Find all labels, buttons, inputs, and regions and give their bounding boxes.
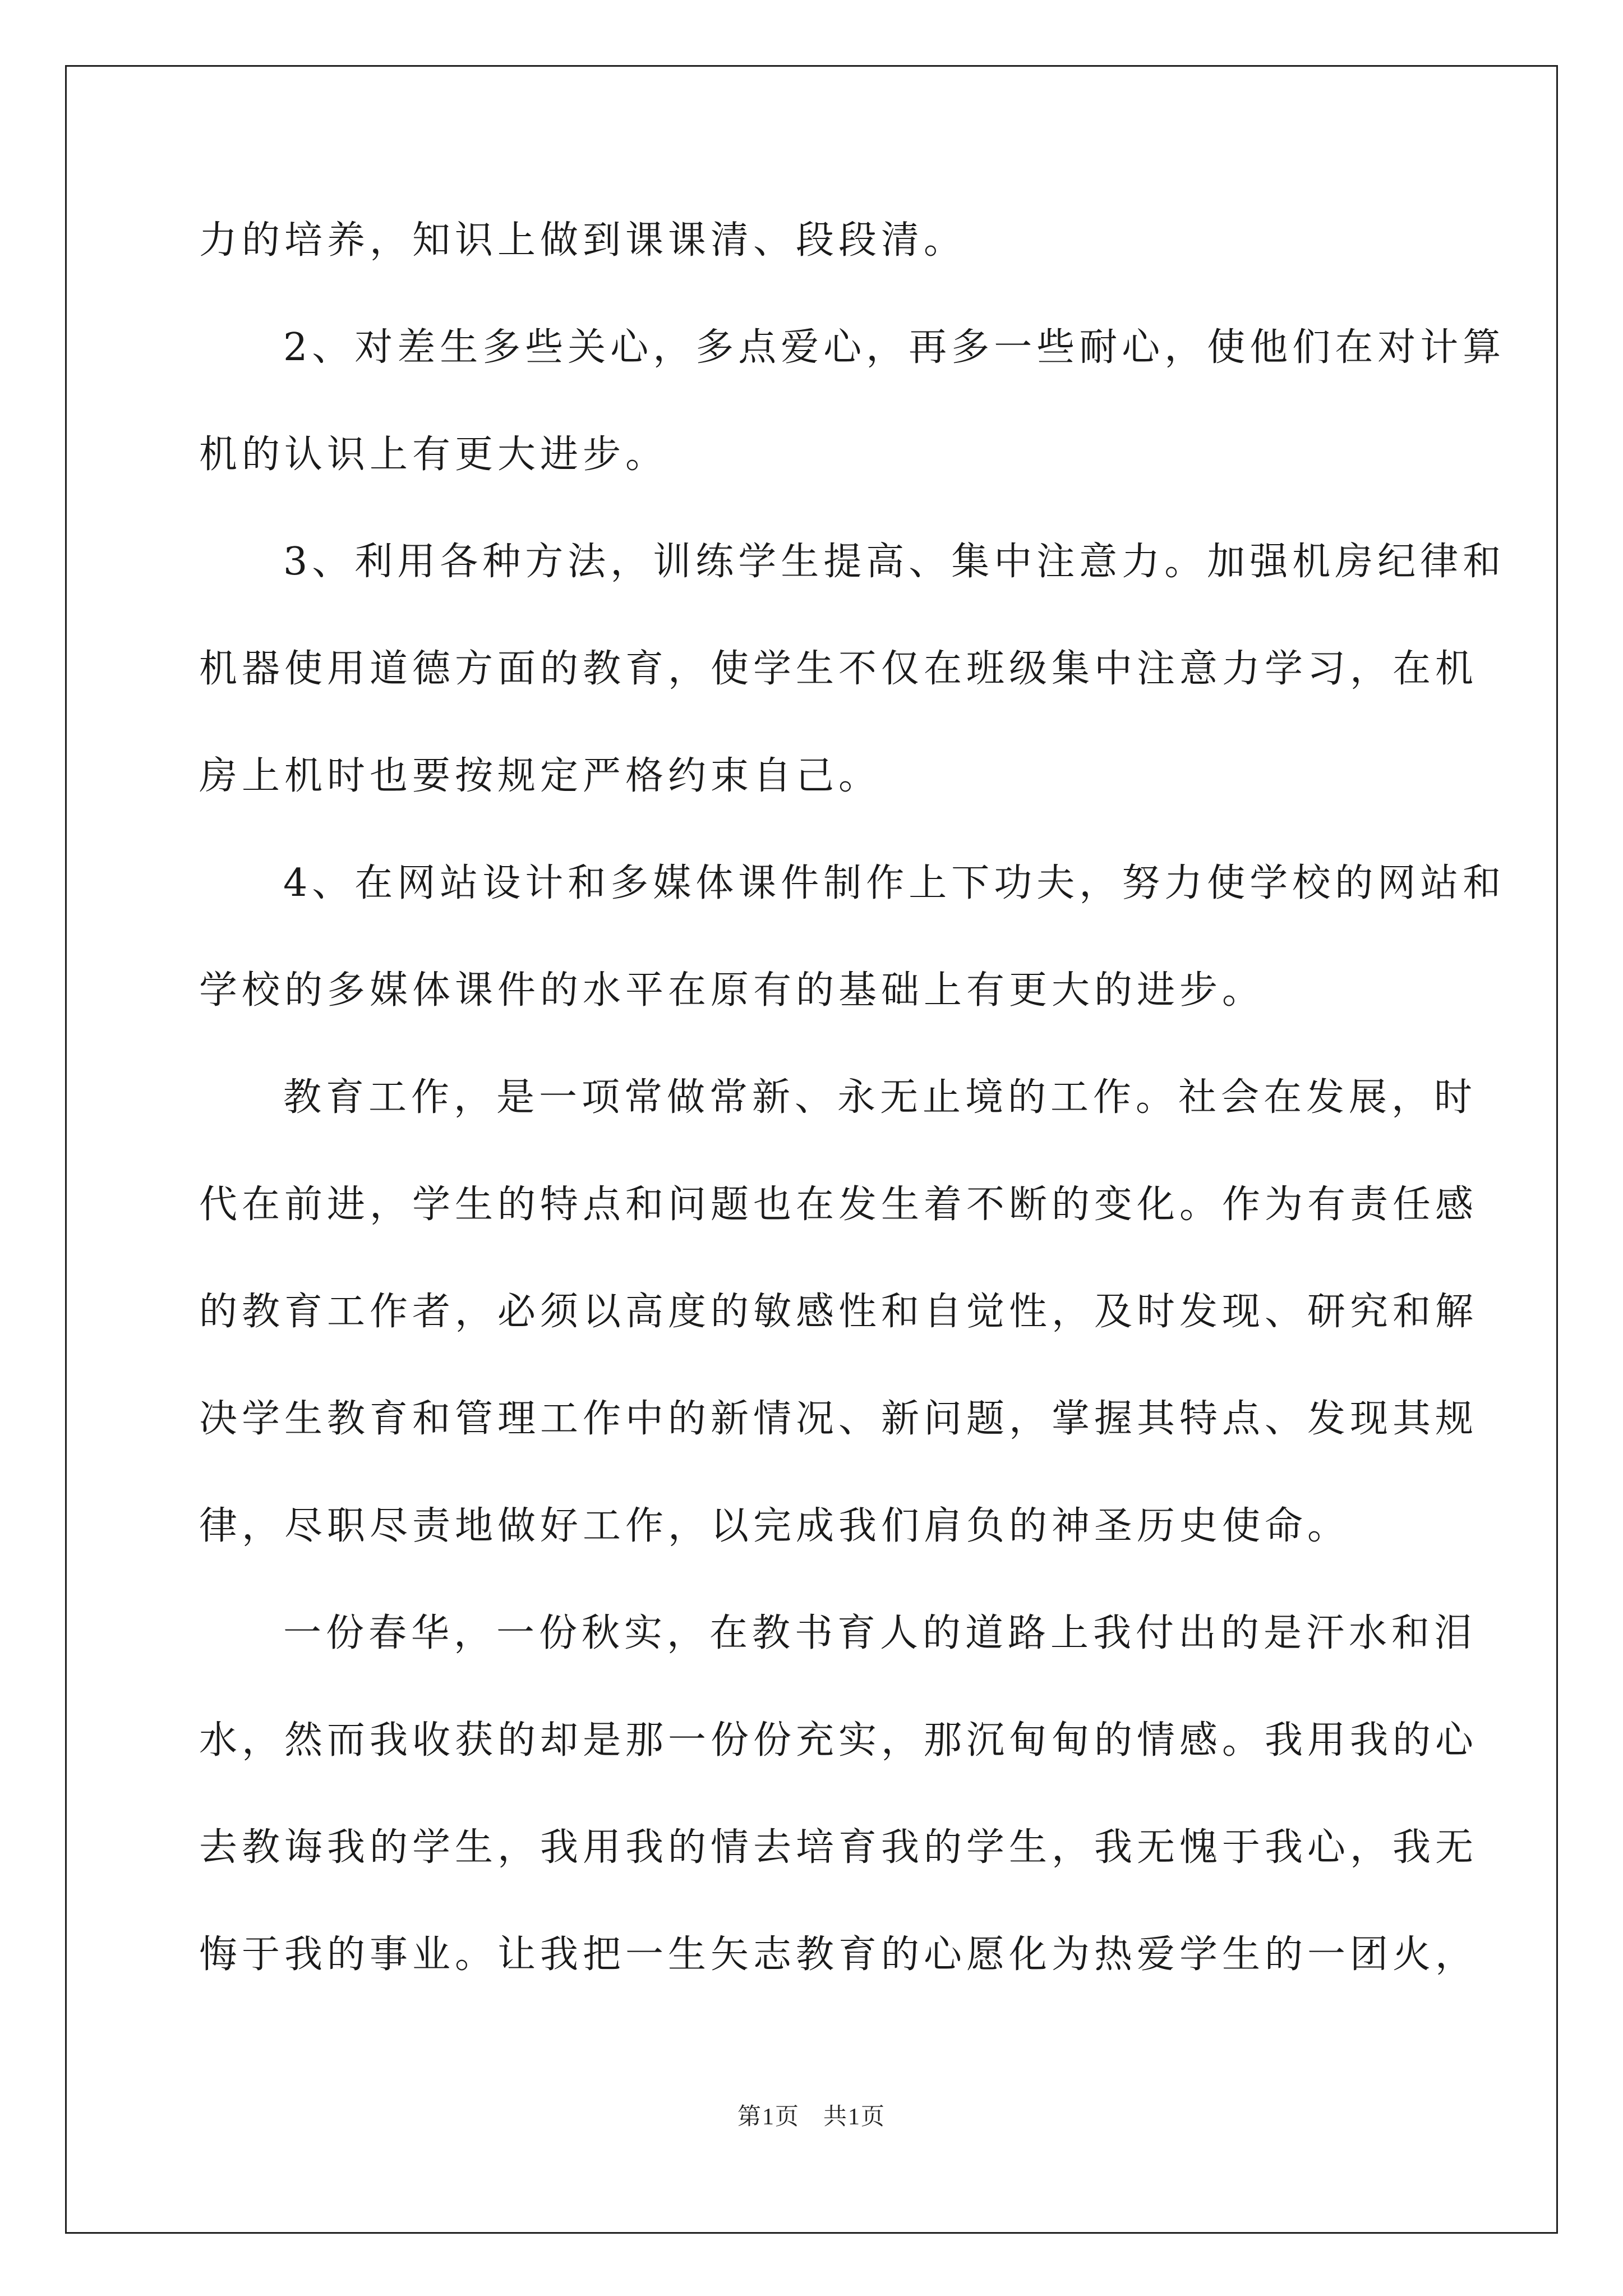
text-line: 代在前进，学生的特点和问题也在发生着不断的变化。作为有责任感: [199, 1182, 1478, 1227]
paragraph-start-line: 2、对差生多些关心，多点爱心，再多一些耐心，使他们在对计算: [283, 325, 1506, 370]
text-line: 律，尽职尽责地做好工作，以完成我们肩负的神圣历史使命。: [199, 1504, 1350, 1548]
text-line: 决学生教育和管理工作中的新情况、新问题，掌握其特点、发现其规: [199, 1397, 1478, 1441]
text-line: 悔于我的事业。让我把一生矢志教育的心愿化为热爱学生的一团火，: [199, 1932, 1478, 1977]
document-body: [199, 187, 1506, 2008]
text-line: 机器使用道德方面的教育，使学生不仅在班级集中注意力学习，在机: [199, 647, 1478, 691]
text-line: 水，然而我收获的却是那一份份充实，那沉甸甸的情感。我用我的心: [199, 1718, 1478, 1763]
paragraph-start-line: 教育工作，是一项常做常新、永无止境的工作。社会在发展，时: [283, 1075, 1477, 1120]
paragraph-start-line: 3、利用各种方法，训练学生提高、集中注意力。加强机房纪律和: [283, 540, 1506, 584]
text-line: 力的培养，知识上做到课课清、段段清。: [199, 218, 967, 263]
total-pages: 共1页: [823, 2104, 886, 2130]
page-footer: [0, 2098, 1623, 2132]
paragraph-start-line: 一份春华，一份秋实，在教书育人的道路上我付出的是汗水和泪: [283, 1611, 1477, 1655]
page-number: 第1页: [737, 2104, 800, 2130]
text-line: 学校的多媒体课件的水平在原有的基础上有更大的进步。: [199, 968, 1265, 1013]
text-line: 去教诲我的学生，我用我的情去培育我的学生，我无愧于我心，我无: [199, 1825, 1478, 1870]
text-line: 的教育工作者，必须以高度的敏感性和自觉性，及时发现、研究和解: [199, 1290, 1478, 1334]
text-line: 房上机时也要按规定严格约束自己。: [199, 754, 882, 798]
text-line: 机的认识上有更大进步。: [199, 432, 668, 477]
paragraph-start-line: 4、在网站设计和多媒体课件制作上下功夫，努力使学校的网站和: [283, 861, 1506, 905]
